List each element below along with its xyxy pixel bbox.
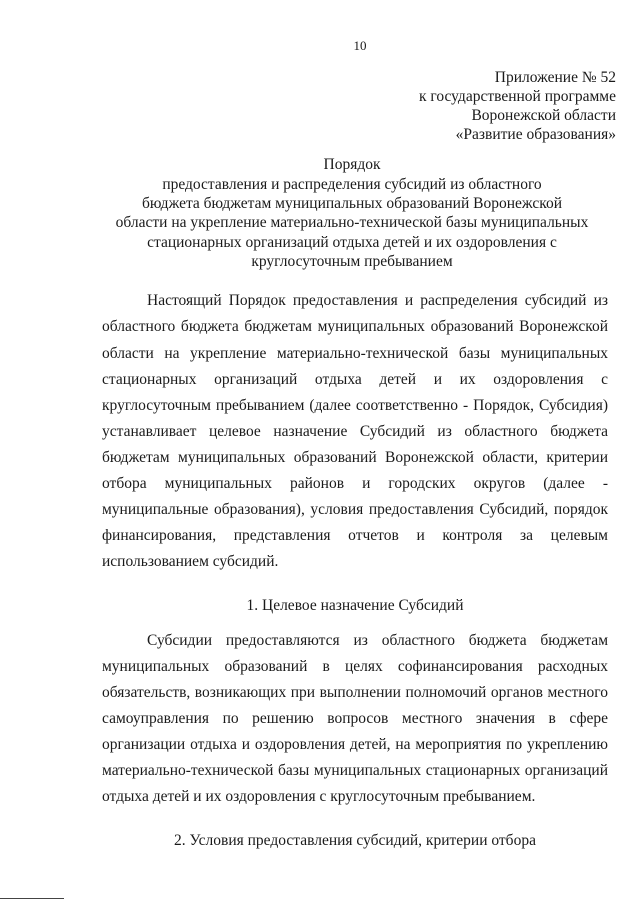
section-2-heading: 2. Условия предоставления субсидий, критерии отбора [174,832,536,849]
page-number: 10 [353,38,367,53]
appendix-line: к государственной программе [418,88,616,105]
appendix-line: Воронежской области [471,107,616,124]
subtitle-line: предоставления и распределения субсидий из областного [162,176,542,193]
document-title: Порядок [323,156,381,173]
subtitle-line: области на укрепление материально-технической базы муниципальных [115,214,589,232]
appendix-line: «Развитие образования» [455,126,616,143]
section-1-heading: 1. Целевое назначение Субсидий [246,597,464,614]
appendix-line: Приложение № 52 [494,69,616,86]
subtitle-line: круглосуточным пребыванием [251,252,453,270]
appendix-header [419,68,616,144]
page-edge-mark [0,898,64,899]
subtitle-line: стационарных организаций отдыха детей и их оздоровления с [147,233,557,251]
subtitle-line: бюджета бюджетам муниципальных образований Воронежской [142,195,562,213]
document-subtitle [92,175,612,271]
